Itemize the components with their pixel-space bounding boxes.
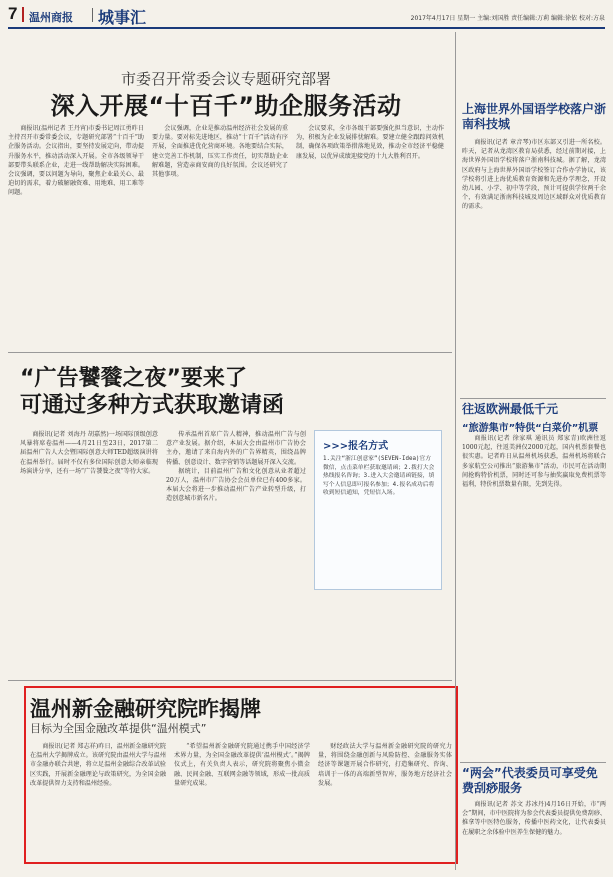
- article-2-text: 商报讯(记者 刘海丹 胡嘉然)一场国际顶级创意风暴将席卷温州——4月21日至23日，2017第二届温州广告人大会暨国际创意大师TED超级演讲将在温州举行。届时不仅有多位国际创意大师亲临现场演讲分享，还有一场“广告饕餮之夜”等待大家。: [20, 431, 158, 475]
- right-story-2-subtitle: “旅游集市”特供“白菜价”机票: [462, 423, 599, 434]
- article-2-text: 据统计，目前温州广告和文化创意从业者超过20万人，温州市广告协会会员单位已有400多家。本届大会将进一步推动温州广告产业转型升级，打造创意城市新名片。: [166, 467, 306, 503]
- right-story-1-text: 商报讯(记者 章音琴)市区东部又引进一所名校。昨天，记者从龙湾区教育局获悉，经过前期对接，上海世界外国语学校将落户浙南科技城。据了解，龙湾区政府与上海世界外国语学校签订合作办学协议，该学校将引进上海优质教育资源和先进办学理念，开设幼儿园、小学、初中等学段，预计可提供学位两千余个，有效满足浙南科技城及周边区域群众对优质教育的需求。: [462, 139, 606, 211]
- article-1-kicker: 市委召开常委会议专题研究部署: [120, 70, 331, 88]
- article-3-title: 温州新金融研究院昨揭牌: [30, 697, 261, 721]
- article-2-title-line-2: 可通过多种方式获取邀请函: [20, 393, 285, 418]
- registration-box-title: >>>报名方式: [323, 441, 389, 452]
- masthead: [8, 4, 605, 26]
- registration-box: [314, 430, 442, 590]
- article-1-column-3: [296, 124, 444, 348]
- article-1-column-1: [8, 124, 144, 348]
- divider: [460, 762, 606, 763]
- article-1-text: 商报讯(温州记者 王丹宵)市委书记周江勇昨日主持召开市委常委会议，专题研究部署“十百千”助企服务活动。会议指出，要坚持发展定向，带动提升服务水平，推动活动深入开展。全市各级领导干部要带头联系企业，走进一线帮助解决实际困难。会议强调，要以问题为导向，聚焦企业最关心、最迫切的需求，着力破解融资难、用地难、用工难等问题。: [8, 125, 144, 197]
- right-story-3-text: 商报讯(记者 苏文 苏冰丹)4月16日开始，市“两会”期间，市中医院将为参会代表委员提供免费刮痧、推拿等中医特色服务，传播中医药文化，让代表委员在履职之余体验中医养生保健的魅力。: [462, 801, 606, 836]
- right-story-2-text-block: [462, 434, 606, 752]
- article-2-column-1: [20, 430, 158, 675]
- article-1-text: 会议强调，企业是推动温州经济社会发展的重要力量。要对标先进地区，推动“十百千”活动有序开展，全面推进优化营商环境。各地要结合实际，建立完善工作机制，压实工作责任，切实帮助企业解难题，营造亲商安商的良好氛围。会议还研究了其他事项。: [152, 125, 288, 179]
- article-1-column-2: [152, 124, 288, 348]
- article-1-title: 深入开展“十百千”助企服务活动: [50, 92, 402, 120]
- date-line: 2017年4月17日 星期一 主编:刘国胜 责任编辑:万莉 编辑:徐依 校对:方泉: [410, 15, 605, 22]
- registration-box-text: 1.关注“浙江创意家”(SEVEN-Idea)官方微信，点击菜单栏获取邀请函；2.拨打大会热线报名咨询；3.进入大会邀请函链接，填写个人信息即可报名参加；4.报名成功后将收到短信通知，凭短信入场。: [323, 456, 435, 497]
- masthead-bar: [22, 7, 24, 22]
- article-2-column-2: [166, 430, 306, 675]
- article-3-column-3: [318, 742, 452, 860]
- article-2-text: 传承温州首席广告人精神，推动温州广告与创意产业发展。据介绍，本届大会由温州市广告协会主办，邀请了来自海内外的广告界精英，围绕品牌传播、创意设计、数字营销等话题展开深入交流。: [166, 431, 306, 466]
- article-3-text: 财经政法大学与温州新金融研究院的研究力量，将围绕金融创新与风险防控、金融服务实体经济等课题开展合作研究，打造集研究、咨询、培训于一体的高端新型智库，服务地方经济社会发展。: [318, 743, 452, 787]
- right-story-2-title: 往返欧洲最低千元: [462, 402, 559, 416]
- right-story-1-text-block: [462, 138, 606, 378]
- article-3-column-2: [174, 742, 310, 860]
- article-3-column-1: [30, 742, 166, 860]
- paper-name: 温州商报: [29, 11, 73, 24]
- article-2-title: [20, 365, 444, 419]
- masthead-divider: [92, 8, 93, 22]
- divider: [8, 352, 452, 353]
- masthead-rule: [8, 27, 605, 29]
- divider: [460, 398, 606, 399]
- page-number: 7: [8, 4, 18, 23]
- article-2-title-line-1: “广告饕餮之夜”要来了: [20, 366, 247, 391]
- article-3-subtitle: 目标为全国金融改革提供“温州模式”: [30, 722, 207, 735]
- right-story-3-text-block: [462, 800, 606, 870]
- divider: [8, 680, 452, 681]
- right-story-3-title: “两会”代表委员可享受免费刮痧服务: [462, 766, 598, 795]
- column-divider: [455, 32, 456, 870]
- article-3-text: “希望温州新金融研究院通过携手中国经济学术界力量，为全国金融改革提供‘温州模式’。”揭牌仪式上，有关负责人表示，研究院将聚焦小微金融、民间金融、互联网金融等领域，形成一批高质量研究成果。: [174, 743, 310, 787]
- right-story-2-text: 商报讯(记者 徐家琪 通讯员 郑家青)欧洲往返1000元起，往返美洲仅2000元起，国内机票套餐也很实惠。记者昨日从温州机场获悉，温州机场将联合多家航空公司推出“旅游集市”活动，市民可在活动期间抢购特价机票，同时还可参与抽奖赢取免费机票等福利，特价机票数量有限，先到先得。: [462, 435, 606, 489]
- right-story-1-title: 上海世界外国语学校落户浙南科技城: [462, 102, 607, 131]
- section-title: 城事汇: [98, 8, 147, 27]
- article-3-text: 商报讯(记者 郑志祥)昨日，温州新金融研究院在温州大学揭牌成立。该研究院由温州大学与温州市金融办联合共建，将立足温州金融综合改革试验区实践，开展新金融理论与政策研究，为全国金融改革提供智力支持和温州经验。: [30, 743, 166, 787]
- article-1-text: 会议要求，全市各级干部要强化担当意识，主动作为，积极为企业发展排忧解难。要建立健全跟踪问效机制，确保各项政策举措落地见效，推动全市经济平稳健康发展，以优异成绩迎接党的十九大胜利召开。: [296, 125, 444, 160]
